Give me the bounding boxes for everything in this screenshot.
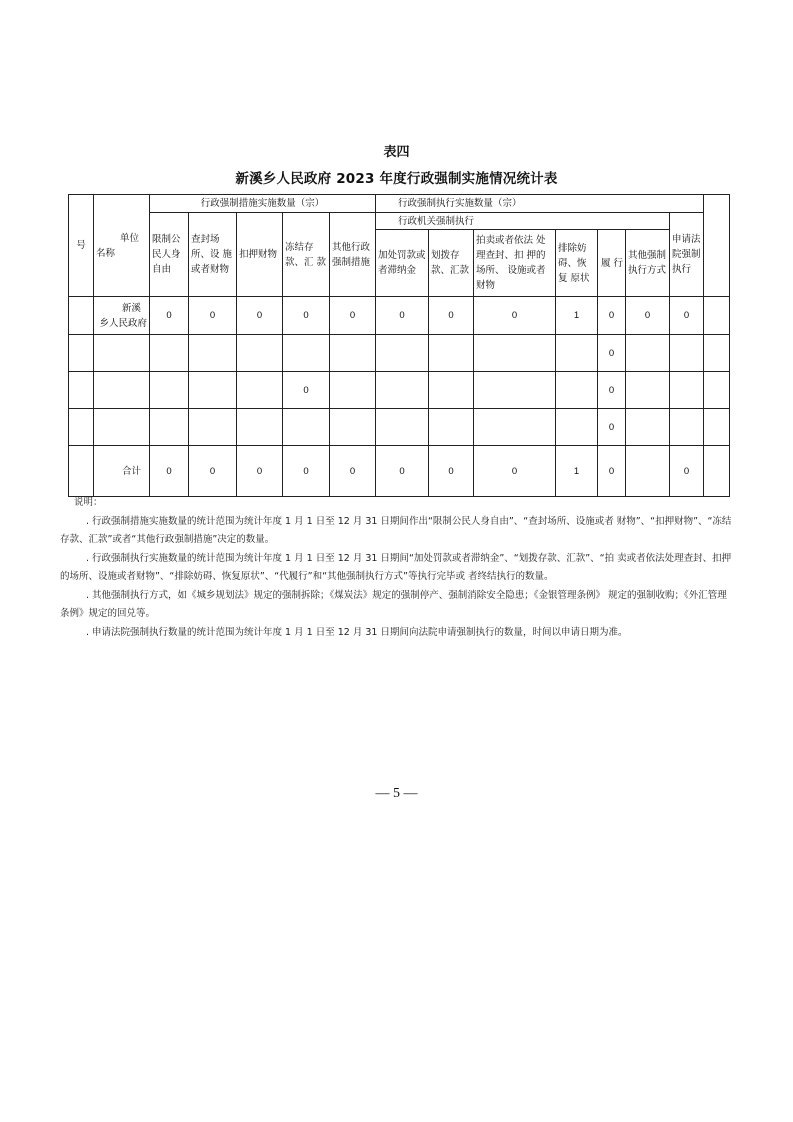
cell-value: 0 — [330, 446, 376, 497]
cell-value: 0 — [598, 335, 626, 372]
cell-value — [150, 409, 189, 446]
cell-value — [330, 335, 376, 372]
cell-value: 0 — [376, 446, 429, 497]
header-seq: 号 — [69, 195, 94, 297]
unit-name-line: 乡人民政府 — [99, 317, 147, 329]
cell-value — [556, 372, 598, 409]
cell-unit-name — [94, 297, 150, 335]
cell-value — [283, 409, 330, 446]
header-col-freeze: 冻结存款、汇 款 — [283, 213, 330, 297]
table-row — [69, 372, 730, 409]
header-measures-group: 行政强制措施实施数量（宗） — [150, 195, 376, 213]
header-col-fine: 加处罚款或者滞纳金 — [376, 230, 429, 297]
cell-value — [150, 372, 189, 409]
cell-value: 0 — [283, 297, 330, 335]
cell-value — [474, 409, 556, 446]
cell-value — [150, 335, 189, 372]
cell-unit-name — [94, 335, 150, 372]
cell-unit-name — [94, 446, 150, 497]
cell-value: 0 — [150, 297, 189, 335]
cell-value: 0 — [598, 446, 626, 497]
note-item: . 行政强制执行实施数量的统计范围为统计年度 1 月 1 日至 12 月 31 日期间“加处罚款或者滞纳金”、“划拨存款、汇款”、“拍 卖或者依法处理查封、扣押的场所、设施或者财物”、“排除妨碍、恢复原状”、“代履行”和“其他强制执行方式”等执行完毕或 者终结执行的数量。 — [60, 552, 732, 582]
note-item: . 申请法院强制执行数量的统计范围为统计年度 1 月 1 日至 12 月 31 日期间向法院申请强制执行的数量，时间以申请日期为准。 — [86, 626, 628, 638]
notes-heading: 说明： — [74, 497, 103, 508]
cell-blank — [704, 297, 730, 335]
cell-blank — [704, 335, 730, 372]
cell-seq — [69, 335, 94, 372]
cell-value — [429, 409, 474, 446]
cell-value: 0 — [474, 446, 556, 497]
cell-value — [556, 409, 598, 446]
cell-value: 0 — [474, 297, 556, 335]
header-col-seize: 扣押财物 — [237, 213, 283, 297]
table-row — [69, 409, 730, 446]
cell-value: 0 — [598, 372, 626, 409]
cell-value — [429, 372, 474, 409]
header-col-court: 申请法院强制执行 — [670, 213, 704, 297]
cell-value: 1 — [556, 297, 598, 335]
cell-value — [670, 409, 704, 446]
cell-value: 0 — [670, 297, 704, 335]
cell-value: 0 — [189, 446, 237, 497]
cell-value — [189, 372, 237, 409]
statistics-table — [68, 194, 730, 497]
cell-blank — [704, 446, 730, 497]
cell-value: 0 — [189, 297, 237, 335]
header-col-auction: 拍卖或者依法 处理查封、扣 押的场所、 设施或者财物 — [474, 230, 556, 297]
cell-value: 1 — [556, 446, 598, 497]
page-number: — 5 — — [375, 786, 418, 801]
header-blank-right — [704, 195, 730, 297]
cell-value — [626, 335, 670, 372]
cell-seq — [69, 372, 94, 409]
cell-unit-name — [94, 409, 150, 446]
cell-value: 0 — [237, 446, 283, 497]
cell-value — [474, 372, 556, 409]
unit-name-line: 合计 — [121, 465, 141, 477]
cell-value — [376, 335, 429, 372]
cell-blank — [704, 372, 730, 409]
cell-value — [429, 335, 474, 372]
header-col-remove-obstruction: 排除妨碍、恢复 原状 — [556, 230, 598, 297]
cell-value: 0 — [283, 446, 330, 497]
cell-value — [556, 335, 598, 372]
header-unit-top: 单位 — [119, 232, 139, 244]
document-title: 新溪乡人民政府 2023 年度行政强制实施情况统计表 — [235, 171, 558, 187]
cell-value: 0 — [330, 297, 376, 335]
cell-value — [330, 409, 376, 446]
cell-value — [237, 335, 283, 372]
header-unit-bottom: 名称 — [96, 247, 116, 259]
note-item: . 行政强制措施实施数量的统计范围为统计年度 1 月 1 日至 12 月 31 日期间作出“限制公民人身自由”、“查封场所、设施或者 财物”、“扣押财物”、“冻结存款、汇款”或者“其他行政强制措施”决定的数量。 — [60, 515, 732, 545]
cell-value — [376, 372, 429, 409]
cell-seq — [69, 446, 94, 497]
cell-value — [670, 335, 704, 372]
cell-value — [670, 372, 704, 409]
notes-section — [60, 494, 736, 642]
cell-value — [189, 409, 237, 446]
header-execution-group: 行政强制执行实施数量（宗） — [376, 195, 704, 213]
header-col-restrict-liberty: 限制公民人身自由 — [150, 213, 189, 297]
cell-value — [626, 372, 670, 409]
cell-value — [626, 409, 670, 446]
cell-value — [189, 335, 237, 372]
header-col-other-measures: 其他行政强制措施 — [330, 213, 376, 297]
cell-value — [237, 372, 283, 409]
table-row — [69, 297, 730, 335]
cell-value: 0 — [598, 297, 626, 335]
cell-seq — [69, 297, 94, 335]
table-label: 表四 — [383, 145, 410, 160]
cell-value — [474, 335, 556, 372]
cell-value: 0 — [670, 446, 704, 497]
header-col-substitute: 履 行 — [598, 230, 626, 297]
cell-seq — [69, 409, 94, 446]
header-unit-name — [94, 195, 150, 297]
cell-value — [283, 335, 330, 372]
cell-value: 0 — [237, 297, 283, 335]
cell-unit-name — [94, 372, 150, 409]
cell-value: 0 — [626, 297, 670, 335]
table-row-total — [69, 446, 730, 497]
cell-value — [237, 409, 283, 446]
unit-name-line: 新溪 — [121, 302, 141, 314]
cell-value: 0 — [376, 297, 429, 335]
cell-value: 0 — [429, 446, 474, 497]
header-col-seal: 查封场所、设 施或者财物 — [189, 213, 237, 297]
note-item: . 其他强制执行方式，如《城乡规划法》规定的强制拆除；《煤炭法》规定的强制停产、强制消除安全隐患；《金银管理条例》 规定的强制收购；《外汇管理条例》规定的回兑等。 — [60, 589, 727, 619]
header-col-transfer: 划拨存款、汇款 — [429, 230, 474, 297]
cell-value — [626, 446, 670, 497]
cell-value: 0 — [150, 446, 189, 497]
header-agency-execution-group: 行政机关强制执行 — [376, 213, 670, 230]
header-col-other-execution: 其他强制执行方式 — [626, 230, 670, 297]
table-row — [69, 335, 730, 372]
cell-value: 0 — [598, 409, 626, 446]
cell-value: 0 — [283, 372, 330, 409]
cell-value: 0 — [429, 297, 474, 335]
cell-blank — [704, 409, 730, 446]
cell-value — [376, 409, 429, 446]
cell-value — [330, 372, 376, 409]
